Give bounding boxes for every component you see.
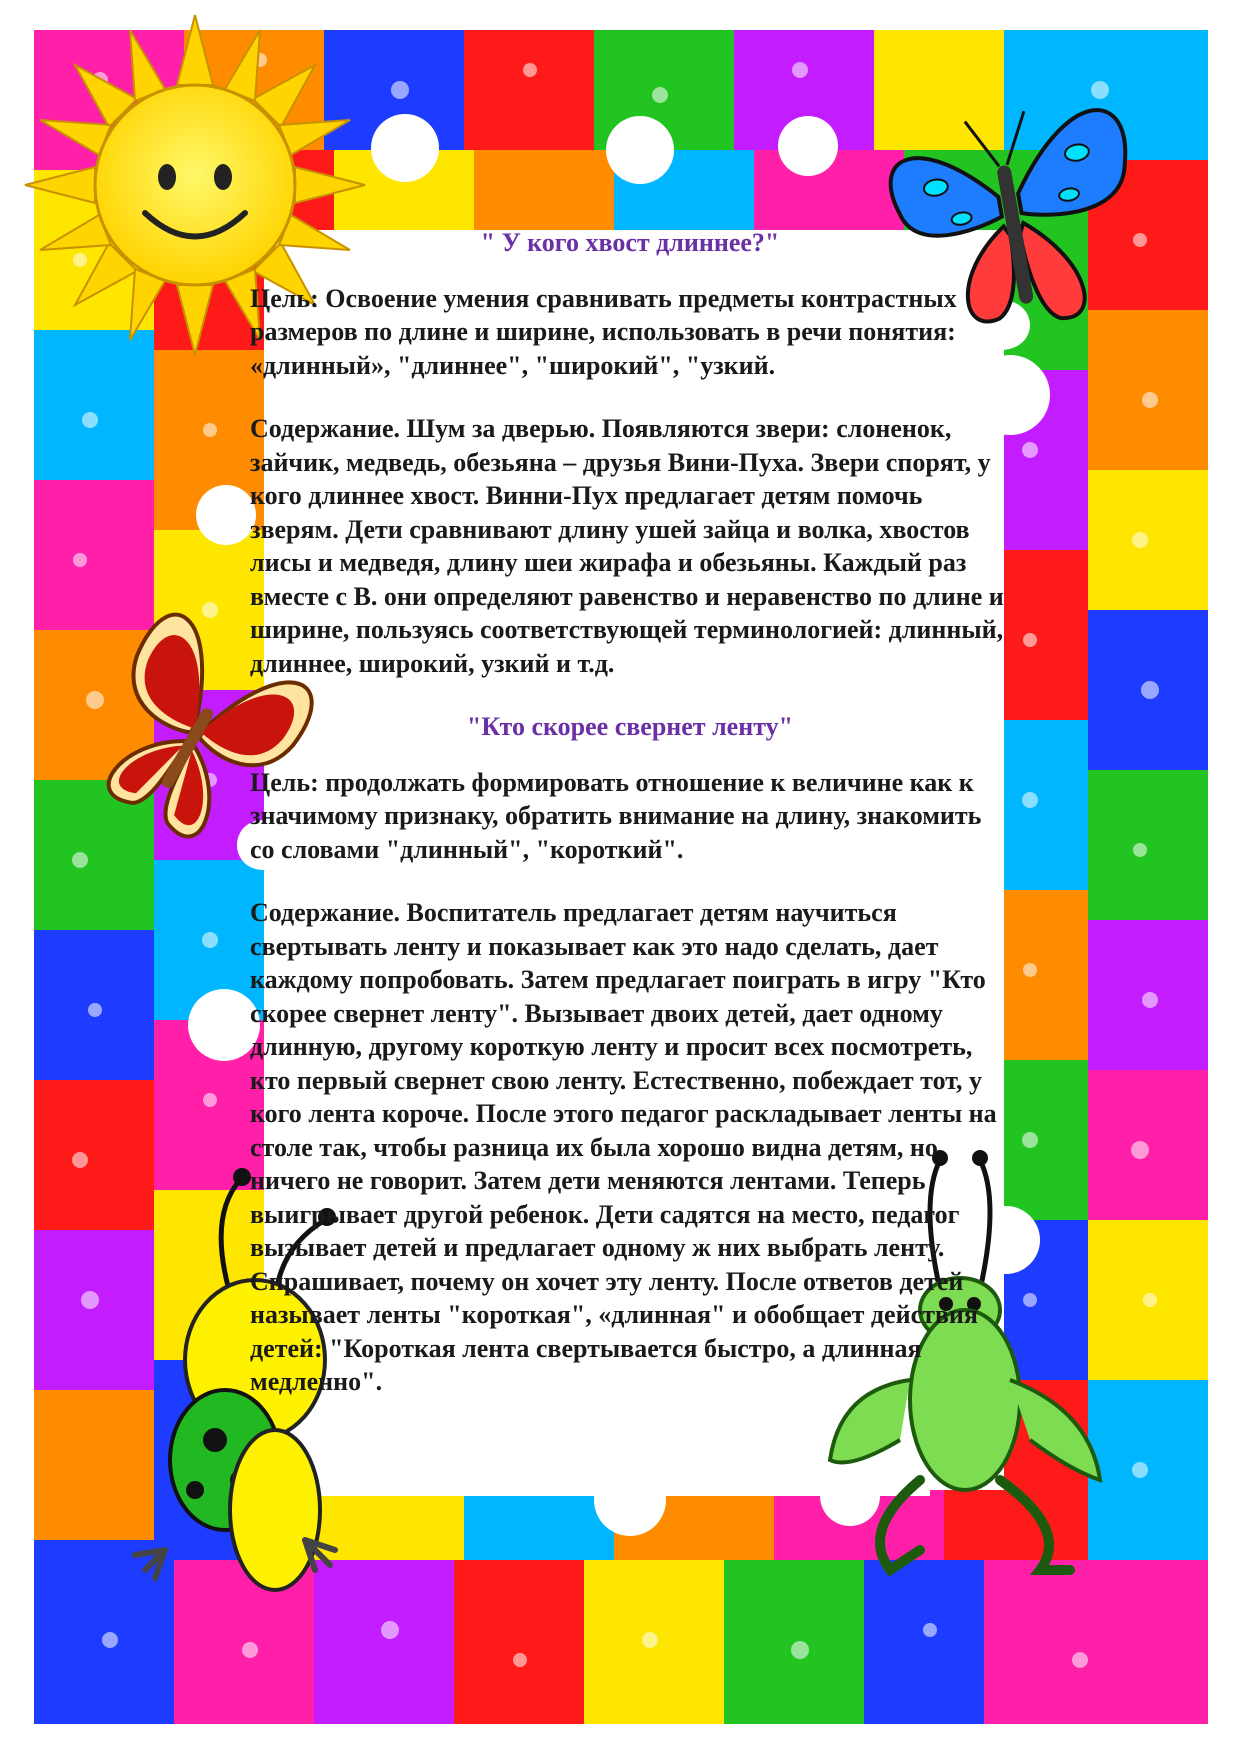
- game-title-tail: " У кого хвост длиннее?": [480, 228, 780, 257]
- game-goal-tail: Цель: Освоение умения сравнивать предметы контрастных размеров по длине и ширине, использовать в речи понятия: «длинный», "длиннее", "широкий", "узкий.: [250, 283, 957, 380]
- document-content: [250, 226, 1010, 1399]
- game-content-ribbon: Содержание. Воспитатель предлагает детям научиться свертывать ленту и показывает как это надо сделать, дает каждому попробовать. Затем предлагает поиграть в игру "Кто скорее свернет ленту". Вызывает двоих детей, дает одному длинную, другому короткую ленту и просит всех посмотреть, кто первый свернет свою ленту. Естественно, побеждает тот, у кого лента короче. После этого педагог раскладывает ленты на столе так, чтобы разница их была хорошо видна детям, но ничего не говорит. Затем дети меняются лентами. Теперь выигрывает другой ребенок. Дети садятся на место, педагог вызывает детей и предлагает одному ж них выбрать ленту. Спрашивает, почему он хочет эту ленту. После ответов детей называет ленты "короткая", «длинная" и обобщает действия детей: "Короткая лента свертывается быстро, а длинная медленно".: [250, 898, 997, 1396]
- game-content-tail: Содержание. Шум за дверью. Появляются звери: слоненок, зайчик, медведь, обезьяна – друзья Вини-Пуха. Звери спорят, у кого длиннее хвост. Винни-Пух предлагает детям помочь зверям. Дети сравнивают длину ушей зайца и волка, хвостов лисы и медведя, длину шеи жирафа и обезьяны. Каждый раз вместе с В. они определяют равенство и неравенство по длине и ширине, пользуясь соответствующей терминологией: длинный, длиннее, широкий, узкий и т.д.: [250, 414, 1004, 678]
- game-title-ribbon: "Кто скорее свернет ленту": [466, 712, 794, 741]
- game-goal-ribbon: Цель: продолжать формировать отношение к величине как к значимому признаку, обратить внимание на длину, знакомить со словами "длинный", "короткий".: [250, 767, 982, 864]
